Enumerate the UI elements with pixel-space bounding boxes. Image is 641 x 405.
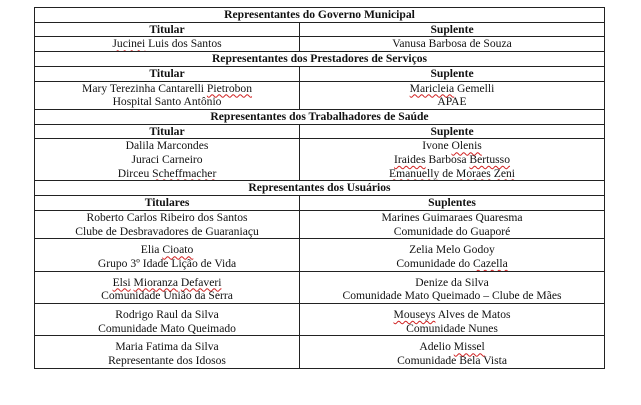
suplente-cell [300, 271, 605, 303]
member-line: APAE [437, 95, 467, 109]
member-line: Maria Fatima da Silva [115, 340, 219, 354]
titular-header: Titulares [35, 196, 300, 211]
spellcheck-underline: Moraes [456, 166, 491, 180]
column-header-row [35, 196, 605, 211]
suplente-cell [300, 239, 605, 271]
titular-header: Titular [35, 22, 300, 37]
members-table [34, 7, 605, 369]
spellcheck-underline: Iraides [394, 153, 426, 167]
member-line: Hospital Santo Antônio [112, 95, 222, 109]
member-line: Mary Terezinha Cantarelli Pietrobon [82, 81, 253, 95]
member-row [35, 336, 605, 368]
section-title-row [35, 181, 605, 196]
members-document [34, 7, 605, 369]
member-row [35, 81, 605, 109]
member-line: Denize da Silva [415, 275, 489, 289]
member-line: Emanuelly de Moraes Zeni [389, 166, 515, 180]
member-row [35, 271, 605, 303]
column-header-row [35, 66, 605, 81]
spellcheck-underline: Mioranza [133, 275, 178, 289]
section-title: Representantes dos Trabalhadores de Saúde [35, 109, 605, 124]
member-line: Roberto Carlos Ribeiro dos Santos [86, 210, 248, 224]
titular-header: Titular [35, 66, 300, 81]
spellcheck-underline: Defaveri [180, 275, 222, 289]
member-line: Clube de Desbravadores de Guaraniaçu [75, 224, 259, 238]
titular-cell [35, 210, 300, 238]
spellcheck-underline: Mouseys [393, 308, 436, 322]
spellcheck-underline: Jucinei [112, 37, 146, 51]
suplente-cell [300, 304, 605, 336]
titular-cell [35, 271, 300, 303]
member-line: Comunidade do Cazella [396, 256, 508, 270]
suplente-cell [300, 37, 605, 52]
member-line: Dalila Marcondes [125, 139, 209, 153]
member-row [35, 239, 605, 271]
member-line [37, 276, 297, 290]
suplente-header: Suplente [300, 66, 605, 81]
spellcheck-underline: Elsi [112, 275, 131, 289]
spellcheck-underline: Zeni [493, 166, 515, 180]
section-title: Representantes dos Prestadores de Serviços [35, 52, 605, 67]
suplente-header: Suplente [300, 22, 605, 37]
suplente-cell [300, 210, 605, 238]
spellcheck-underline: Scheffmacher [152, 166, 217, 180]
spellcheck-underline: Missel [453, 340, 485, 354]
member-line: Zelia Melo Godoy [409, 243, 495, 257]
member-line: Representante dos Idosos [108, 354, 226, 368]
member-line: Comunidade Mato Queimado – Clube de Mães [342, 289, 562, 303]
member-line: Comunidade União da Serra [101, 289, 233, 303]
member-line: Maricleia Gemelli [409, 81, 495, 95]
member-line: Grupo 3º Idade Lição de Vida [97, 256, 237, 270]
titular-cell [35, 139, 300, 181]
suplente-cell [300, 81, 605, 109]
titular-cell [35, 336, 300, 368]
spellcheck-underline: Bertusso [469, 153, 510, 167]
column-header-row [35, 124, 605, 139]
suplente-cell [300, 139, 605, 181]
member-line: Elia Cioato [140, 243, 194, 257]
member-line: Comunidade Nunes [406, 321, 498, 335]
spellcheck-underline: Cazella [472, 256, 508, 270]
spellcheck-underline: Olenis [451, 139, 482, 153]
column-header-row [35, 22, 605, 37]
member-row [35, 304, 605, 336]
spellcheck-underline: Cioato [162, 243, 194, 257]
member-line: Mouseys Alves de Matos [393, 308, 511, 322]
section-title: Representantes do Governo Municipal [35, 8, 605, 23]
member-line: Adelio Missel [419, 340, 485, 354]
section-title-row [35, 109, 605, 124]
titular-cell [35, 304, 300, 336]
titular-cell [35, 239, 300, 271]
member-row [35, 210, 605, 238]
member-line: Vanusa Barbosa de Souza [392, 37, 512, 51]
member-line: Comunidade Mato Queimado [98, 321, 236, 335]
suplente-header: Suplente [300, 124, 605, 139]
spellcheck-underline: Maricleia [409, 81, 455, 95]
spellcheck-underline: Emanuelly [389, 166, 440, 180]
member-row [35, 139, 605, 181]
member-line: Comunidade do Guaporé [393, 224, 511, 238]
suplente-cell [300, 336, 605, 368]
section-title-row [35, 8, 605, 23]
member-line: Juraci Carneiro [131, 153, 203, 167]
section-title: Representantes dos Usuários [35, 181, 605, 196]
member-line: Ivone Olenis [422, 139, 482, 153]
suplente-header: Suplentes [300, 196, 605, 211]
member-line: Jucinei Luis dos Santos [112, 37, 222, 51]
titular-cell [35, 37, 300, 52]
member-line: Iraides Barbosa Bertusso [394, 153, 510, 167]
member-line: Rodrigo Raul da Silva [115, 308, 219, 322]
member-line: Marines Guimaraes Quaresma [381, 210, 523, 224]
section-title-row [35, 52, 605, 67]
member-line: Comunidade Bela Vista [397, 354, 507, 368]
members-table-body [35, 8, 605, 369]
member-line: Dirceu Scheffmacher [117, 166, 217, 180]
spellcheck-underline: Pietrobon [206, 81, 253, 95]
titular-header: Titular [35, 124, 300, 139]
titular-cell [35, 81, 300, 109]
member-row [35, 37, 605, 52]
